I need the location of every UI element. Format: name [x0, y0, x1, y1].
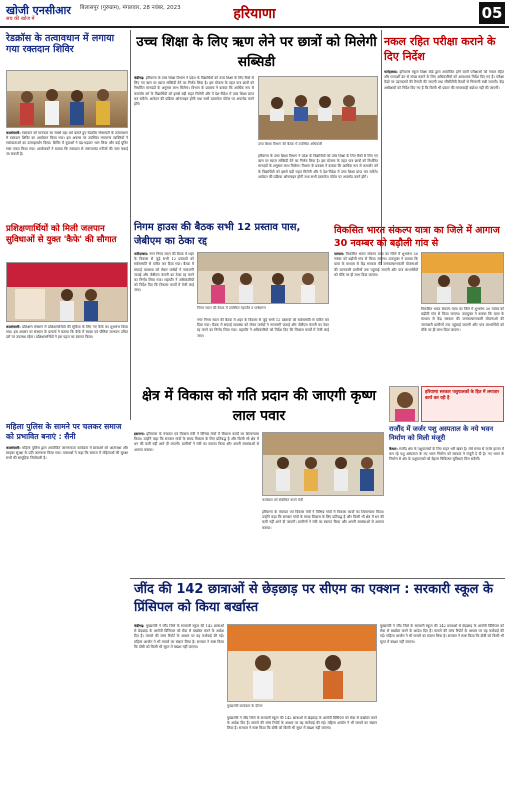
masthead — [0, 0, 509, 28]
story-mahila-lead: कालांवाली: — [6, 446, 21, 450]
story-camp-body — [6, 131, 128, 221]
story-jind-text-3: मुख्यमंत्री ने जींद जिले के सरकारी स्कूल की 142 छात्राओं से छेड़छाड़ के आरोपी प्रिंसिपल को सेवा से बर्खास्त करने के आदेश दिए हैं। मामले की जांच रिपोर्ट के आधार पर यह कार्रवाई की गई। महिला आयोग ने भी मामले का संज्ञान लिया है। सरकार ने स्पष्ट किया कि दोषी को किसी भी सूरत में बख्शा नहीं जाएगा। — [380, 624, 504, 644]
story-yatra-text-2: विकसित भारत संकल्प यात्रा का जिले में शुभारंभ 30 नवंबर को बढ़ौली गांव से किया जाएगा। उपायुक्त ने बताया कि यात्रा के माध्यम से केंद्र सरकार की जनकल्याणकारी योजनाओं की जानकारी ग्रामीणों तक पहुंचाई जाएगी और पात्र लाभार्थियों को मौके पर ही लाभ दिया जाएगा। — [421, 307, 504, 332]
story-lal-lead: इसराना: — [134, 432, 145, 436]
story-jind-lead: चंडीगढ़: — [134, 624, 145, 628]
story-cafe-body — [6, 325, 128, 417]
story-nigam-lead: फरीदाबाद: — [134, 252, 149, 256]
edition-date: बिलासपुर (गुरुग्राम), मंगलवार, 28 नवंबर, 2023 — [80, 5, 181, 11]
story-yatra-lead: पलवल: — [334, 252, 345, 256]
story-nigam-text-2: नगर निगम सदन की बैठक में शहर के विकास से जुड़े सभी 12 प्रस्तावों को सर्वसम्मति से पारित कर दिया गया। बैठक में सफाई व्यवस्था को लेकर पार्षदों ने नाराजगी जताई और जेबीएम कंपनी का ठेका रद्द करने का निर्णय लिया गया। महापौर ने अधिकारियों को निर्देश दिए कि विकास कार्यों में तेजी लाई जाए। — [197, 318, 329, 338]
story-loan-headline: उच्च शिक्षा के लिए ऋण लेने पर छात्रों को मिलेगी सब्सिडी — [136, 34, 377, 70]
page-number: 05 — [479, 2, 505, 24]
nigam-meeting-illustration — [198, 253, 329, 304]
story-jind-text: मुख्यमंत्री ने जींद जिले के सरकारी स्कूल की 142 छात्राओं से छेड़छाड़ के आरोपी प्रिंसिपल को सेवा से बर्खास्त करने के आदेश दिए हैं। मामले की जांच रिपोर्ट के आधार पर यह कार्रवाई की गई। महिला आयोग ने भी मामले का संज्ञान लिया है। सरकार ने स्पष्ट किया कि दोषी को किसी भी सूरत में बख्शा नहीं जाएगा। — [134, 624, 224, 649]
story-hospital-quote: हरियाणा सरकार पशुपालकों के हित में लगातार कार्य कर रही है — [421, 386, 504, 422]
story-nigam-photo — [197, 252, 329, 304]
story-jind-text-2: मुख्यमंत्री ने जींद जिले के सरकारी स्कूल की 142 छात्राओं से छेड़छाड़ के आरोपी प्रिंसिपल को सेवा से बर्खास्त करने के आदेश दिए हैं। मामले की जांच रिपोर्ट के आधार पर यह कार्रवाई की गई। महिला आयोग ने भी मामले का संज्ञान लिया है। सरकार ने स्पष्ट किया कि दोषी को किसी भी सूरत में बख्शा नहीं जाएगा। — [227, 716, 377, 731]
story-hospital-text: राजौंद क्षेत्र के पशुपालकों के लिए राहत भरी खबर है। लंबे समय से जर्जर हालत में चल रहे पशु अस्पताल के नए भवन निर्माण को सरकार ने मंजूरी दे दी है। नए भवन के निर्माण से क्षेत्र के पशुपालकों को बेहतर चिकित्सा सुविधाएं मिल सकेंगी। — [389, 447, 504, 462]
story-loan-photo — [258, 76, 378, 140]
story-cafe-lead: कालांवाली: — [6, 325, 21, 329]
story-lal-body-2 — [262, 510, 384, 574]
story-yatra-text: विकसित भारत संकल्प यात्रा का जिले में शुभारंभ 30 नवंबर को बढ़ौली गांव से किया जाएगा। उपायुक्त ने बताया कि यात्रा के माध्यम से केंद्र सरकार की जनकल्याणकारी योजनाओं की जानकारी ग्रामीणों तक पहुंचाई जाएगी और पात्र लाभार्थियों को मौके पर ही लाभ दिया जाएगा। — [334, 252, 418, 277]
story-jind-headline: जींद की 142 छात्राओं से छेड़छाड़ पर सीएम का एक्शन : सरकारी स्कूल के प्रिंसिपल को किया बर्खास्त — [134, 582, 494, 615]
story-jind-caption: मुख्यमंत्री कार्यक्रम के दौरान — [227, 704, 377, 714]
story-lal-text: हरियाणा के पंचायत एवं विकास मंत्री ने विभिन्न गांवों में विकास कार्यों का शिलान्यास किया। उन्होंने कहा कि सरकार गांवों के समग्र विकास के लिए प्रतिबद्ध है और किसी भी क्षेत्र में धन की कमी नहीं आने दी जाएगी। ग्रामीणों ने मंत्री का स्वागत किया और अपनी समस्याओं से अवगत कराया। — [134, 432, 259, 452]
story-jind-photo — [227, 624, 377, 702]
story-nigam-body-2 — [197, 318, 329, 382]
story-jind-body — [134, 624, 224, 796]
story-camp-text: रक्तदान को मानवता का सबसे बड़ा धर्म बताते हुए रेडक्रॉस सोसायटी के तत्वावधान में रक्तदान शिविर का आयोजन किया गया। इस अवसर पर उपस्थित गणमान्य व्यक्तियों ने रक्तदाताओं का उत्साहवर्धन किया। शिविर में युवाओं ने बढ़-चढ़कर भाग लिया और कई यूनिट रक्त एकत्र किया गया। आयोजकों ने बताया कि रक्तदान से जरूरतमंद मरीजों की जान बचाई जा सकती है। — [6, 131, 128, 156]
story-jind-body-2 — [227, 716, 377, 796]
story-exam-headline: नकल रहित परीक्षा कराने के दिए निर्देश — [384, 35, 496, 63]
story-loan-text: हरियाणा के उच्च शिक्षा विभाग ने प्रदेश के विद्यार्थियों को उच्च शिक्षा के लिए बैंकों से लिए गए ऋण पर ब्याज सब्सिडी देने का निर्णय लिया है। इस योजना के तहत पात्र छात्रों को निर्धारित मानदंडों के अनुसार लाभ मिलेगा। विभाग के प्रवक्ता ने बताया कि आर्थिक रूप से कमजोर वर्ग के विद्यार्थियों को इससे बड़ी राहत मिलेगी और वे देश-विदेश में उच्च शिक्षा प्राप्त कर सकेंगे। आवेदन की प्रक्रिया ऑनलाइन होगी तथा सभी दस्तावेज पोर्टल पर अपलोड करने होंगे। — [134, 76, 254, 107]
story-lal-caption: कार्यक्रम को संबोधित करते मंत्री — [262, 498, 384, 508]
story-nigam-caption: निगम सदन की बैठक में उपस्थित महापौर व पार्षदगण — [197, 306, 329, 316]
story-nigam-text: नगर निगम सदन की बैठक में शहर के विकास से जुड़े सभी 12 प्रस्तावों को सर्वसम्मति से पारित कर दिया गया। बैठक में सफाई व्यवस्था को लेकर पार्षदों ने नाराजगी जताई और जेबीएम कंपनी का ठेका रद्द करने का निर्णय लिया गया। महापौर ने अधिकारियों को निर्देश दिए कि विकास कार्यों में तेजी लाई जाए। — [134, 252, 194, 293]
newspaper-logo: खोजी एनसीआर — [6, 4, 71, 17]
lal-event-illustration — [263, 433, 384, 496]
story-exam-text: हरियाणा स्कूल शिक्षा बोर्ड द्वारा आयोजित होने वाली परीक्षाओं को नकल रहित और पारदर्शी ढंग से संपन्न कराने के लिए अधिकारियों को आवश्यक निर्देश दिए गए हैं। परीक्षा केंद्रों पर उड़नदस्तों की तैनाती की जाएगी तथा सीसीटीवी कैमरों से निगरानी रखी जाएगी। केंद्र अधीक्षकों को निर्देश दिए गए हैं कि किसी भी प्रकार की लापरवाही बर्दाश्त नहीं की जाएगी। — [384, 70, 504, 90]
story-yatra-headline: विकसित भारत संकल्प यात्रा का जिले में आगाज 30 नवम्बर को बढ़ौली गांव से — [334, 225, 500, 249]
story-loan-body — [134, 76, 254, 216]
story-mahila-headline: महिला पुलिस के सामने पर चलकर समाज को प्रभावित बनाएं : सैनी — [6, 422, 122, 441]
loan-meeting-illustration — [259, 77, 378, 140]
story-loan-body-2 — [258, 154, 378, 216]
story-lal-body — [134, 432, 259, 572]
story-cafe-headline: प्रशिक्षणार्थियों को मिली जलपान सुविधाओं से युक्त 'कैफे' की सौगात — [6, 224, 117, 245]
story-exam-lead: फतेहाबाद: — [384, 70, 398, 74]
story-camp-headline: रेडक्रॉस के तत्वावधान में लगाया गया रक्तदान शिविर — [6, 33, 115, 55]
story-loan-text-2: हरियाणा के उच्च शिक्षा विभाग ने प्रदेश के विद्यार्थियों को उच्च शिक्षा के लिए बैंकों से लिए गए ऋण पर ब्याज सब्सिडी देने का निर्णय लिया है। इस योजना के तहत पात्र छात्रों को निर्धारित मानदंडों के अनुसार लाभ मिलेगा। विभाग के प्रवक्ता ने बताया कि आर्थिक रूप से कमजोर वर्ग के विद्यार्थियों को इससे बड़ी राहत मिलेगी और वे देश-विदेश में उच्च शिक्षा प्राप्त कर सकेंगे। आवेदन की प्रक्रिया ऑनलाइन होगी तथा सभी दस्तावेज पोर्टल पर अपलोड करने होंगे। — [258, 154, 378, 179]
story-jind-body-3 — [380, 624, 504, 796]
story-nigam-headline: निगम हाउस की बैठक सभी 12 प्रस्ताव पास, जेबीएम का ठेका रद्द — [134, 222, 301, 247]
section-title: हरियाणा — [233, 6, 276, 22]
story-yatra-body-2 — [421, 307, 504, 382]
story-mahila-text: महिला पुलिस द्वारा आयोजित जागरूकता कार्यक्रम में छात्राओं को आत्मरक्षा और साइबर सुरक्षा के प्रति जागरूक किया गया। वक्ताओं ने कहा कि समाज में महिलाओं की सुरक्षा सभी की सामूहिक जिम्मेदारी है। — [6, 446, 128, 461]
story-hospital-portrait — [389, 386, 419, 422]
story-loan-lead: चंडीगढ़: — [134, 76, 145, 80]
story-hospital-headline: राजौंद में जर्जर पशु अस्पताल के नये भवन निर्माण को मिली मंजूरी — [389, 425, 494, 442]
story-nigam-body — [134, 252, 194, 382]
story-cafe-text: प्रशिक्षण संस्थान में प्रशिक्षणार्थियों की सुविधा के लिए नए कैफे का शुभारंभ किया गया। इस अवसर पर संस्थान के प्राचार्य ने बताया कि कैफे में स्वच्छ एवं पौष्टिक जलपान उचित दरों पर उपलब्ध रहेगा। प्रशिक्षणार्थियों ने इस पहल का स्वागत किया। — [6, 325, 128, 340]
story-cafe-photo — [6, 262, 128, 322]
story-camp-lead: कालांवाली: — [6, 131, 21, 135]
story-exam-body — [384, 70, 504, 220]
story-mahila-body — [6, 446, 128, 796]
story-loan-caption: उच्च शिक्षा विभाग की बैठक में उपस्थित अधिकारी — [258, 142, 378, 152]
jind-event-illustration — [228, 625, 377, 702]
camp-people-illustration — [7, 71, 128, 128]
story-lal-photo — [262, 432, 384, 496]
story-camp-photo — [6, 70, 128, 128]
newspaper-tagline: सच की खोज में — [6, 16, 35, 22]
cafe-illustration — [7, 263, 128, 322]
story-lal-headline: क्षेत्र में विकास को गति प्रदान की जाएगी कृष्ण लाल पवार — [141, 388, 377, 424]
yatra-illustration — [422, 253, 504, 304]
portrait-illustration — [390, 387, 419, 422]
story-hospital-lead: कैथल: — [389, 447, 398, 451]
story-lal-text-2: हरियाणा के पंचायत एवं विकास मंत्री ने विभिन्न गांवों में विकास कार्यों का शिलान्यास किया। उन्होंने कहा कि सरकार गांवों के समग्र विकास के लिए प्रतिबद्ध है और किसी भी क्षेत्र में धन की कमी नहीं आने दी जाएगी। ग्रामीणों ने मंत्री का स्वागत किया और अपनी समस्याओं से अवगत कराया। — [262, 510, 384, 530]
story-yatra-body — [334, 252, 418, 382]
story-yatra-photo — [421, 252, 504, 304]
story-hospital-body — [389, 447, 504, 574]
